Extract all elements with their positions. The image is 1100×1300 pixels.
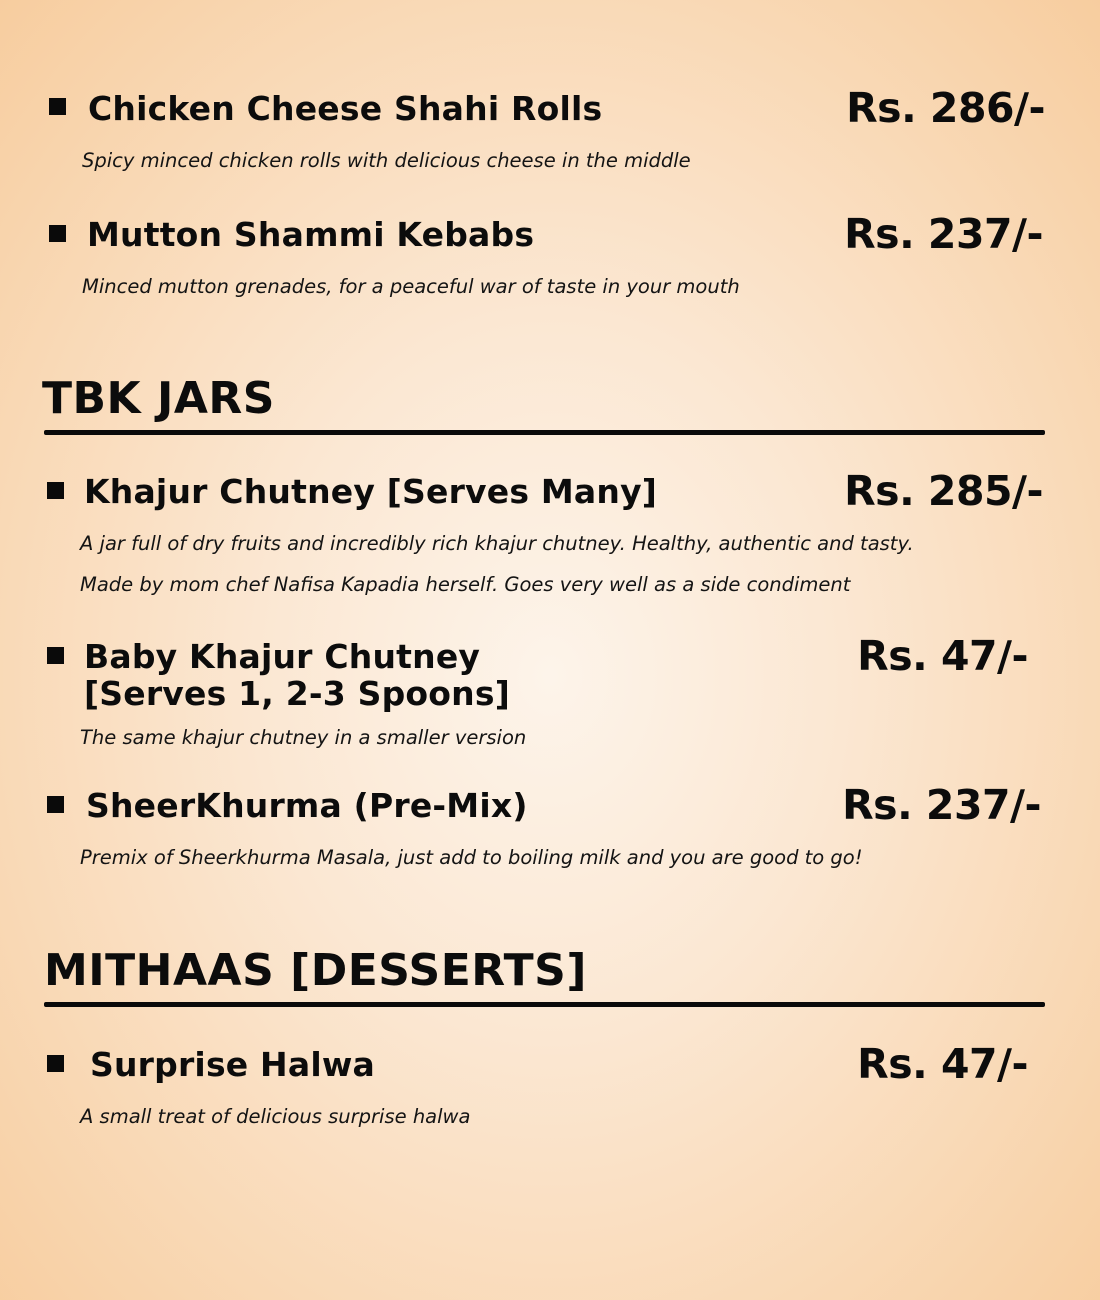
item-description: Made by mom chef Nafisa Kapadia herself. Goes very well as a side condiment: [80, 573, 851, 596]
item-name: Surprise Halwa: [90, 1045, 376, 1084]
item-price: Rs. 286/-: [846, 84, 1045, 132]
item-price: Rs. 237/-: [842, 781, 1041, 829]
item-price: Rs. 237/-: [844, 210, 1043, 258]
item-description: The same khajur chutney in a smaller version: [80, 726, 527, 749]
section-title: MITHAAS [DESSERTS]: [44, 945, 587, 996]
bullet-icon: [47, 482, 64, 499]
item-price: Rs. 285/-: [844, 467, 1043, 515]
item-name: Mutton Shammi Kebabs: [87, 215, 535, 254]
section-title: TBK JARS: [42, 373, 275, 424]
bullet-icon: [47, 1055, 64, 1072]
item-price: Rs. 47/-: [857, 632, 1028, 680]
item-description: Spicy minced chicken rolls with delicious cheese in the middle: [82, 149, 691, 172]
bullet-icon: [47, 796, 64, 813]
item-description: Premix of Sheerkhurma Masala, just add to boiling milk and you are good to go!: [80, 846, 863, 869]
item-description: A small treat of delicious surprise halwa: [80, 1105, 471, 1128]
item-name: SheerKhurma (Pre-Mix): [86, 786, 528, 825]
item-price: Rs. 47/-: [857, 1040, 1028, 1088]
item-name: Baby Khajur Chutney: [84, 637, 481, 676]
section-divider: [44, 1002, 1045, 1007]
section-divider: [44, 430, 1045, 435]
item-name: Chicken Cheese Shahi Rolls: [88, 89, 603, 128]
bullet-icon: [49, 225, 66, 242]
item-description: Minced mutton grenades, for a peaceful war of taste in your mouth: [82, 275, 740, 298]
item-description: A jar full of dry fruits and incredibly rich khajur chutney. Healthy, authentic and tasty.: [80, 532, 914, 555]
bullet-icon: [49, 98, 66, 115]
bullet-icon: [47, 647, 64, 664]
item-name: [Serves 1, 2-3 Spoons]: [84, 674, 510, 713]
item-name: Khajur Chutney [Serves Many]: [84, 472, 658, 511]
